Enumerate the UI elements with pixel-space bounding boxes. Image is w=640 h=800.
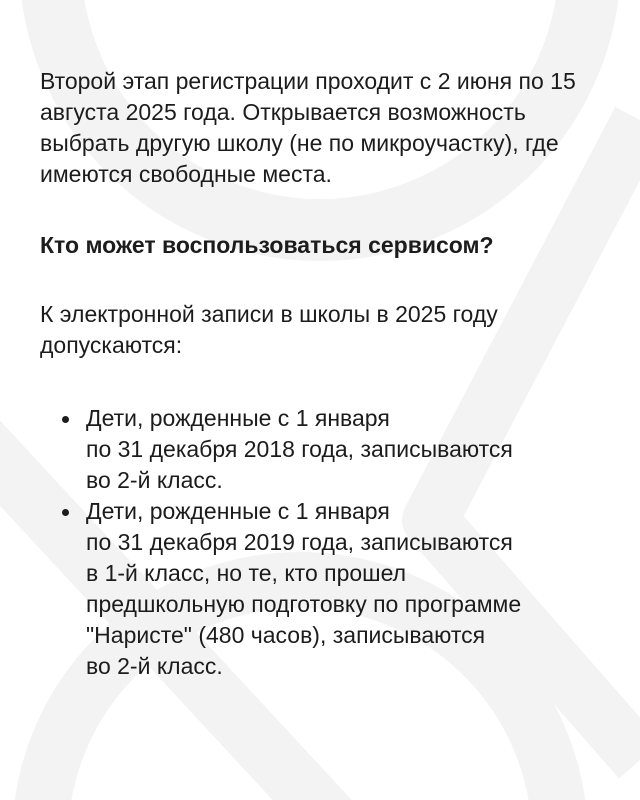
list-item-line: во 2-й класс. (86, 467, 223, 493)
list-item (40, 403, 610, 496)
list-item-line: Дети, рожденные с 1 января (86, 405, 390, 431)
list-item-line: во 2-й класс. (86, 653, 223, 679)
list-item-line: "Наристе" (480 часов), записываются (86, 622, 486, 648)
list-item (40, 496, 610, 682)
list-item-line: по 31 декабря 2018 года, записываются (86, 436, 513, 462)
bullet-dot-icon (62, 416, 69, 423)
intro-paragraph: Второй этап регистрации проходит с 2 июня по 15 августа 2025 года. Открывается возможность выбрать другую школу (не по микроучастку), где имеются свободные места. (40, 68, 576, 187)
bullet-dot-icon (62, 509, 69, 516)
article-content (40, 66, 610, 682)
list-item-line: Дети, рожденные с 1 января (86, 498, 390, 524)
list-item-line: в 1-й класс, но те, кто прошел (86, 560, 407, 586)
list-item-line: по 31 декабря 2019 года, записываются (86, 529, 513, 555)
eligibility-paragraph: К электронной записи в школы в 2025 году допускаются: (40, 301, 498, 358)
eligibility-list (40, 403, 610, 682)
section-heading: Кто может воспользоваться сервисом? (40, 232, 494, 258)
list-item-line: предшкольную подготовку по программе (86, 591, 522, 617)
